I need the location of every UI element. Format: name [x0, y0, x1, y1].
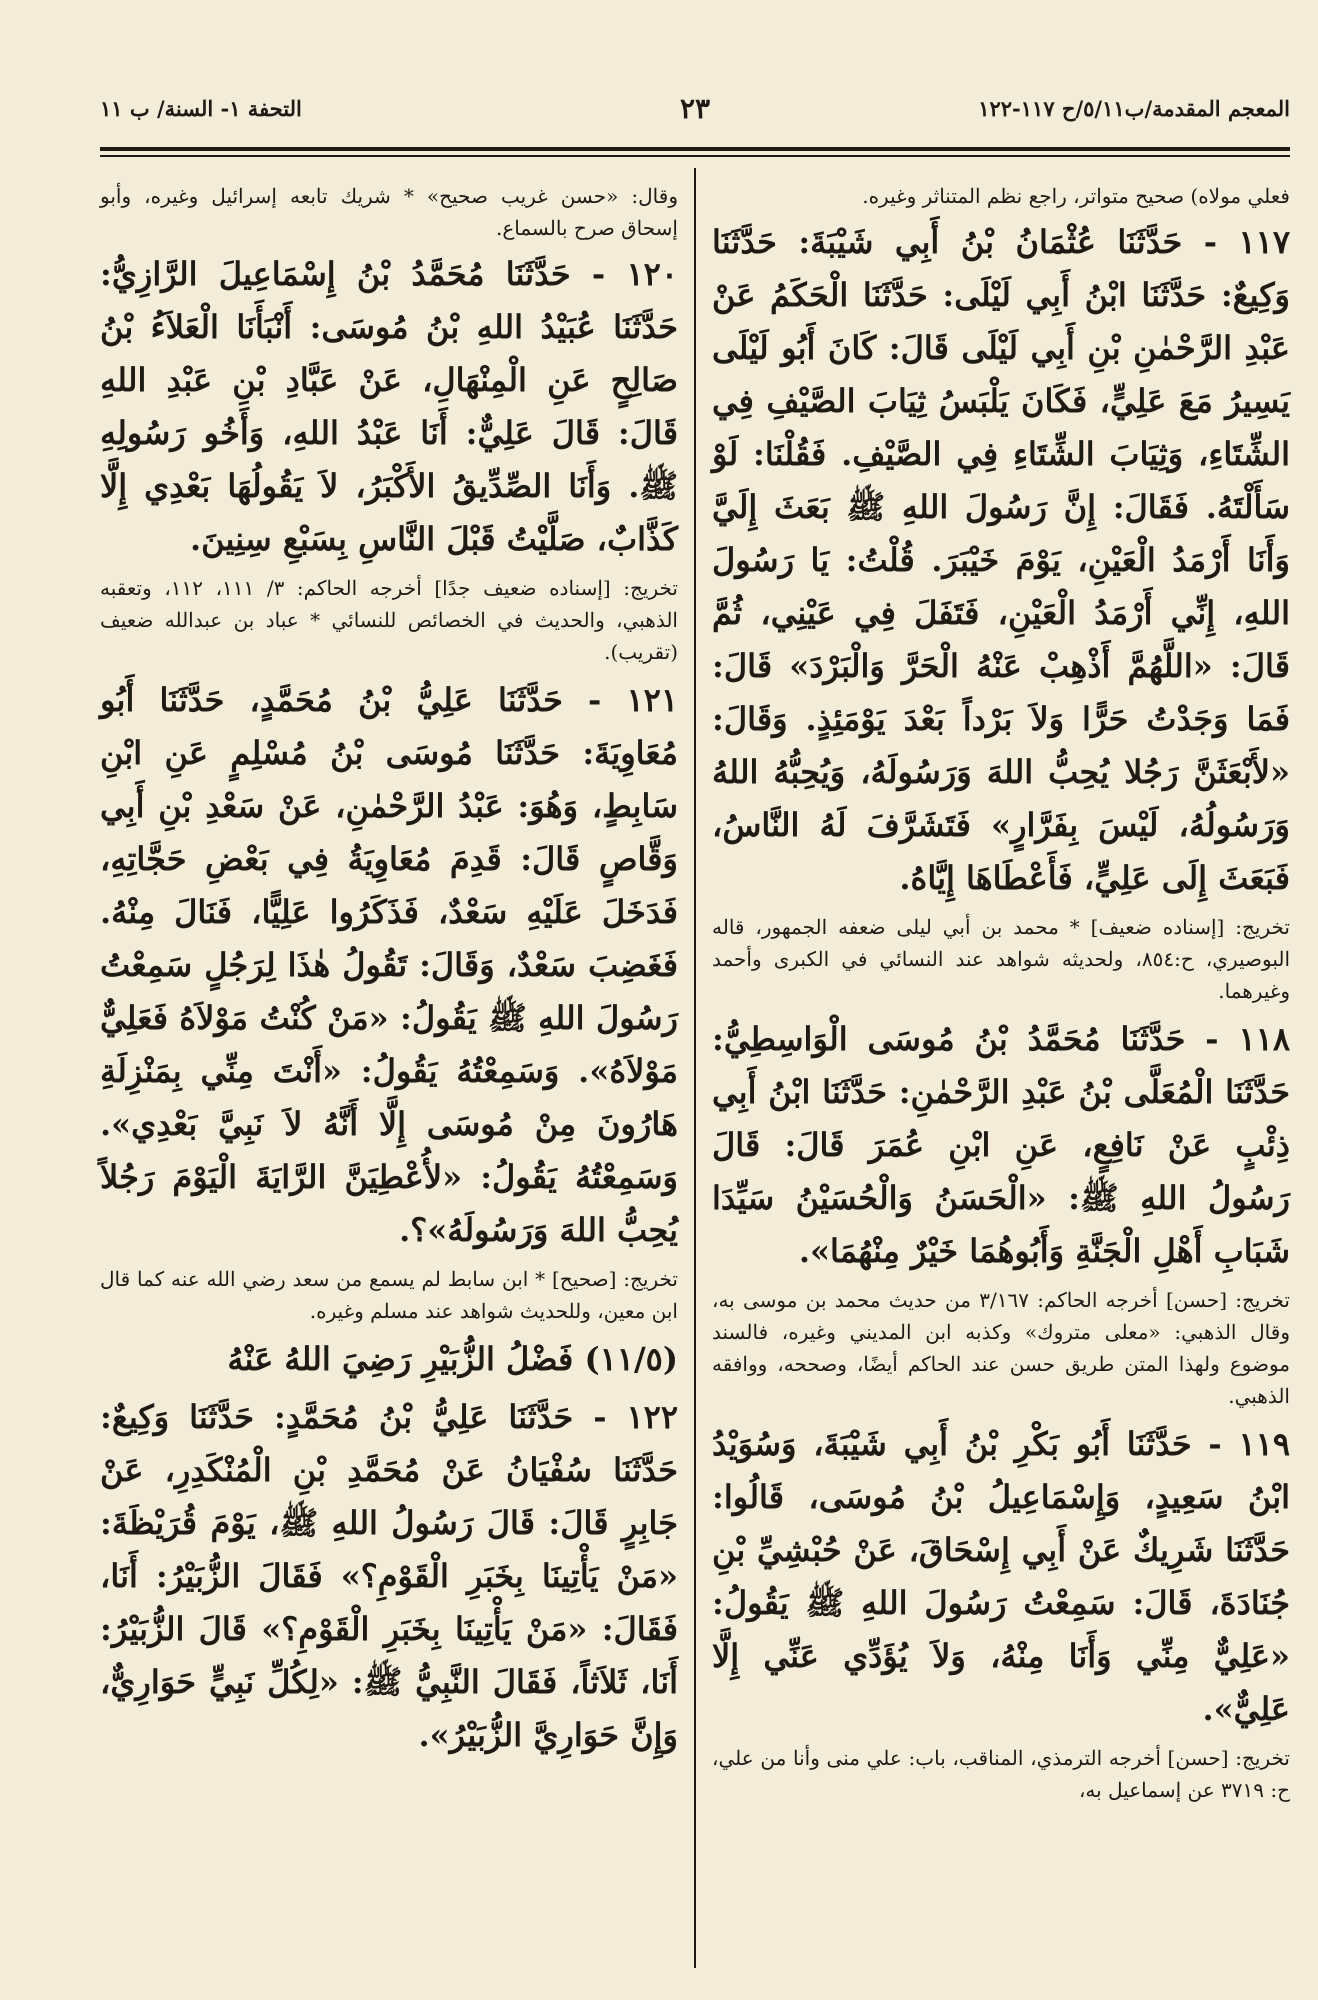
section-heading: (١١/٥) فَضْلُ الزُّبَيْرِ رَضِيَ اللهُ عَنْهُ: [227, 1340, 678, 1378]
takhrij-117: تخريج: [إسناده ضعيف] * محمد بن أبي ليلى ضعفه الجمهور، قاله البوصيري، ح:٨٥٤، ولحديثه شواهد عند النسائي في الكبرى وأحمد وغيرهما.: [712, 915, 1291, 1003]
header-rule-thin: [100, 155, 1290, 157]
header-reference-right: المعجم المقدمة/ب٥/١١/ح ١١٧-١٢٢: [978, 96, 1290, 121]
hadith-117: ١١٧ - حَدَّثَنَا عُثْمَانُ بْنُ أَبِي شَيْبَةَ: حَدَّثَنَا وَكِيعٌ: حَدَّثَنَا ابْنُ أَبِي لَيْلَى: حَدَّثَنَا الْحَكَمُ عَنْ عَبْدِ الرَّحْمٰنِ بْنِ أَبِي لَيْلَى قَالَ: كَانَ أَبُو لَيْلَى يَسِيرُ مَعَ عَلِيٍّ، فَكَانَ يَلْبَسُ ثِيَابَ الصَّيْفِ فِي الشِّتَاءِ، وَثِيَابَ الشِّتَاءِ فِي الصَّيْفِ. فَقُلْنَا: لَوْ سَأَلْتَهُ. فَقَالَ: إِنَّ رَسُولَ اللهِ ﷺ بَعَثَ إِلَيَّ وَأَنَا أَرْمَدُ الْعَيْنِ، يَوْمَ خَيْبَرَ. قُلْتُ: يَا رَسُولَ اللهِ، إِنِّي أَرْمَدُ الْعَيْنِ، فَتَفَلَ فِي عَيْنِي، ثُمَّ قَالَ: «اللَّهُمَّ أَذْهِبْ عَنْهُ الْحَرَّ وَالْبَرْدَ» قَالَ: فَمَا وَجَدْتُ حَرًّا وَلاَ بَرْداً بَعْدَ يَوْمَئِذٍ. وَقَالَ: «لأَبْعَثَنَّ رَجُلا يُحِبُّ اللهَ وَرَسُولَهُ، وَيُحِبُّهُ اللهُ وَرَسُولُهُ، لَيْسَ بِفَرَّارٍ» فَتَشَرَّفَ لَهُ النَّاسُ، فَبَعَثَ إِلَى عَلِيٍّ، فَأَعْطَاهَا إِيَّاهُ.: [712, 223, 1290, 897]
running-header: [100, 92, 1290, 136]
takhrij-119: تخريج: [حسن] أخرجه الترمذي، المناقب، باب: علي منى وأنا من علي، ح: ٣٧١٩ عن إسماعيل به،: [712, 1746, 1290, 1802]
takhrij-120: تخريج: [إسناده ضعيف جدًا] أخرجه الحاكم: ٣/ ١١١، ١١٢، وتعقبه الذهبي، والحديث في الخصائص للنسائي * عباد بن عبدالله ضعيف (تقريب).: [100, 576, 678, 664]
hadith-119: ١١٩ - حَدَّثَنَا أَبُو بَكْرِ بْنُ أَبِي شَيْبَةَ، وَسُوَيْدُ ابْنُ سَعِيدٍ، وَإِسْمَاعِيلُ بْنُ مُوسَى، قَالُوا: حَدَّثَنَا شَرِيكٌ عَنْ أَبِي إِسْحَاقَ، عَنْ حُبْشِيِّ بْنِ جُنَادَةَ، قَالَ: سَمِعْتُ رَسُولَ اللهِ ﷺ يَقُولُ: «عَلِيٌّ مِنِّي وَأَنَا مِنْهُ، وَلاَ يُؤَدِّي عَنِّي إِلَّا عَلِيٌّ».: [712, 1425, 1290, 1728]
left-column: [100, 180, 678, 1768]
header-reference-left: التحفة ١- السنة/ ب ١١: [100, 96, 302, 121]
header-rule-thick: [100, 147, 1290, 151]
hadith-122: ١٢٢ - حَدَّثَنَا عَلِيُّ بْنُ مُحَمَّدٍ: حَدَّثَنَا وَكِيعٌ: حَدَّثَنَا سُفْيَانُ عَنْ مُحَمَّدِ بْنِ الْمُنْكَدِرِ، عَنْ جَابِرٍ قَالَ: قَالَ رَسُولُ اللهِ ﷺ، يَوْمَ قُرَيْظَةَ: «مَنْ يَأْتِينَا بِخَبَرِ الْقَوْمِ؟» فَقَالَ الزُّبَيْرُ: أَنَا، فَقَالَ: «مَنْ يَأْتِينَا بِخَبَرِ الْقَوْمِ؟» قَالَ الزُّبَيْرُ: أَنَا، ثَلاَثاً، فَقَالَ النَّبِيُّ ﷺ: «لِكُلِّ نَبِيٍّ حَوَارِيٌّ، وَإِنَّ حَوَارِيَّ الزُّبَيْرُ».: [100, 1398, 678, 1754]
column-divider: [694, 168, 696, 1968]
takhrij-121: تخريج: [صحيح] * ابن سابط لم يسمع من سعد رضي الله عنه كما قال ابن معين، وللحديث شواهد عند مسلم وغيره.: [100, 1267, 678, 1323]
carryover-note: فعلي مولاه) صحيح متواتر، راجع نظم المتناثر وغيره.: [862, 184, 1290, 208]
page-number: ٢٣: [679, 92, 711, 125]
takhrij-118: تخريج: [حسن] أخرجه الحاكم: ٣/١٦٧ من حديث محمد بن موسى به، وقال الذهبي: «معلى متروك» وكذبه ابن المديني وغيره، فالسند موضوع ولهذا المتن طريق حسن عند الحاكم أيضًا، وصححه، ووافقه الذهبي.: [712, 1288, 1290, 1408]
carryover-note: وقال: «حسن غريب صحيح» * شريك تابعه إسرائيل وغيره، وأبو إسحاق صرح بالسماع.: [100, 184, 678, 240]
hadith-120: ١٢٠ - حَدَّثَنَا مُحَمَّدُ بْنُ إِسْمَاعِيلَ الرَّازِيُّ: حَدَّثَنَا عُبَيْدُ اللهِ بْنُ مُوسَى: أَنْبَأَنَا الْعَلاَءُ بْنُ صَالِحٍ عَنِ الْمِنْهَالِ، عَنْ عَبَّادِ بْنِ عَبْدِ اللهِ قَالَ: قَالَ عَلِيٌّ: أَنَا عَبْدُ اللهِ، وَأَخُو رَسُولِهِ ﷺ. وَأَنَا الصِّدِّيقُ الأَكْبَرُ، لاَ يَقُولُهَا بَعْدِي إِلَّا كَذَّابٌ، صَلَّيْتُ قَبْلَ النَّاسِ بِسَبْعِ سِنِينَ.: [100, 255, 678, 558]
hadith-121: ١٢١ - حَدَّثَنَا عَلِيُّ بْنُ مُحَمَّدٍ، حَدَّثَنَا أَبُو مُعَاوِيَةَ: حَدَّثَنَا مُوسَى بْنُ مُسْلِمٍ عَنِ ابْنِ سَابِطٍ، وَهُوَ: عَبْدُ الرَّحْمٰنِ، عَنْ سَعْدِ بْنِ أَبِي وَقَّاصٍ قَالَ: قَدِمَ مُعَاوِيَةُ فِي بَعْضِ حَجَّاتِهِ، فَدَخَلَ عَلَيْهِ سَعْدٌ، فَذَكَرُوا عَلِيًّا، فَنَالَ مِنْهُ. فَغَضِبَ سَعْدٌ، وَقَالَ: تَقُولُ هٰذَا لِرَجُلٍ سَمِعْتُ رَسُولَ اللهِ ﷺ يَقُولُ: «مَنْ كُنْتُ مَوْلاَهُ فَعَلِيٌّ مَوْلاَهُ». وَسَمِعْتُهُ يَقُولُ: «أَنْتَ مِنِّي بِمَنْزِلَةِ هَارُونَ مِنْ مُوسَى إِلَّا أَنَّهُ لاَ نَبِيَّ بَعْدِي». وَسَمِعْتُهُ يَقُولُ: «لأُعْطِيَنَّ الرَّايَةَ الْيَوْمَ رَجُلاً يُحِبُّ اللهَ وَرَسُولَهُ»؟.: [100, 681, 678, 1249]
hadith-118: ١١٨ - حَدَّثَنَا مُحَمَّدُ بْنُ مُوسَى الْوَاسِطِيُّ: حَدَّثَنَا الْمُعَلَّى بْنُ عَبْدِ الرَّحْمٰنِ: حَدَّثَنَا ابْنُ أَبِي ذِئْبٍ عَنْ نَافِعٍ، عَنِ ابْنِ عُمَرَ قَالَ: قَالَ رَسُولُ اللهِ ﷺ: «الْحَسَنُ وَالْحُسَيْنُ سَيِّدَا شَبَابِ أَهْلِ الْجَنَّةِ وَأَبُوهُمَا خَيْرٌ مِنْهُمَا».: [712, 1020, 1290, 1270]
right-column: [712, 180, 1290, 1812]
